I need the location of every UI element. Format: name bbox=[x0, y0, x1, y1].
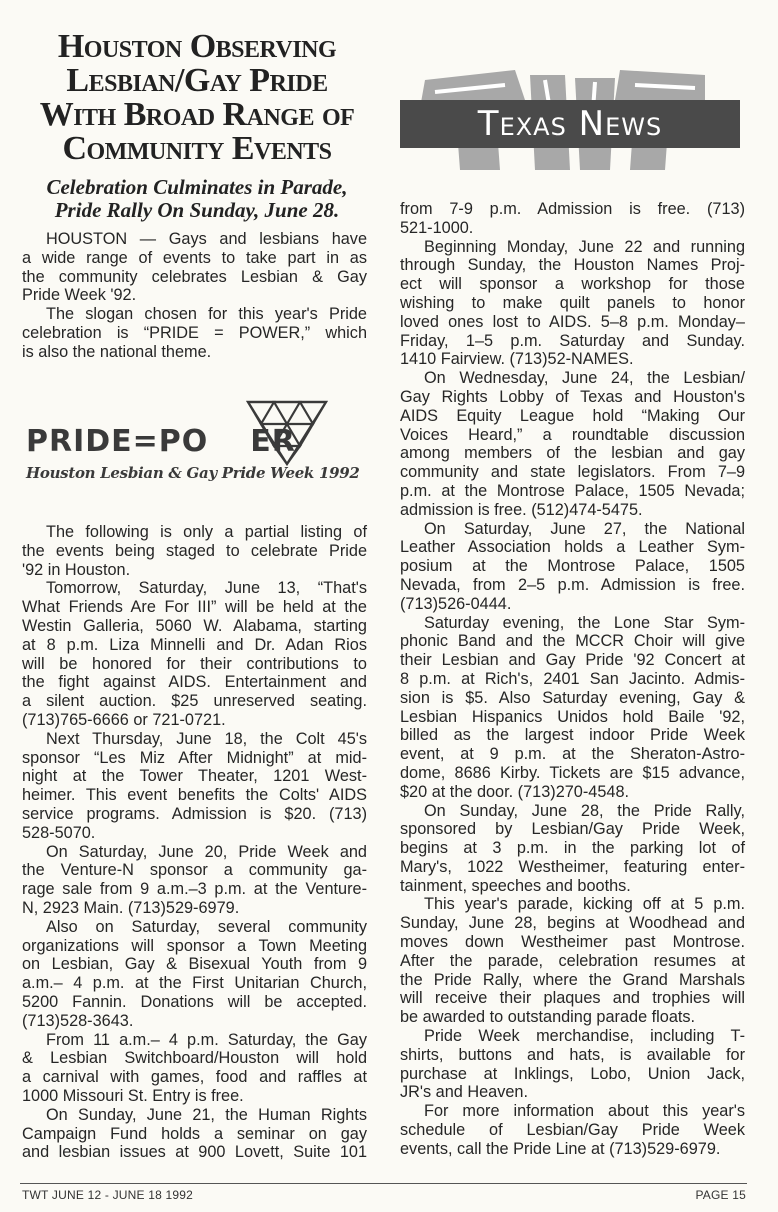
text-line: Mary's, 1022 Westheimer, featuring enter- bbox=[400, 857, 745, 876]
footer-issue-date: TWT JUNE 12 - JUNE 18 1992 bbox=[22, 1188, 194, 1202]
text-line: 1000 Missouri St. Entry is free. bbox=[22, 1086, 244, 1105]
text-line: AIDS Equity League hold “Making Our bbox=[400, 406, 745, 425]
text-line: dome, 8686 Kirby. Tickets are $15 advance, bbox=[400, 763, 745, 782]
text-line: billed as the largest indoor Pride Week bbox=[400, 726, 745, 745]
text-line: is also the national theme. bbox=[22, 342, 212, 361]
right-body-text bbox=[400, 200, 745, 1159]
headline bbox=[22, 30, 372, 166]
section-title: Texas News bbox=[477, 104, 663, 144]
text-line: Westin Galleria, 5060 W. Alabama, starting bbox=[22, 616, 367, 635]
text-line: From 11 a.m.– 4 p.m. Saturday, the Gay bbox=[46, 1030, 367, 1049]
subheadline-line: Celebration Culminates in Parade, bbox=[46, 175, 348, 199]
paragraph bbox=[22, 305, 367, 361]
text-line: On Saturday, June 20, Pride Week and bbox=[46, 842, 367, 861]
text-line: from 7-9 p.m. Admission is free. (713) bbox=[400, 200, 745, 218]
paragraph bbox=[400, 1027, 745, 1102]
text-line: Beginning Monday, June 22 and running bbox=[424, 237, 745, 256]
pride-power-wordmark: PRIDE=PO ER bbox=[26, 424, 296, 459]
text-line: After the parade, celebration resumes at bbox=[400, 951, 745, 970]
texas-news-banner bbox=[405, 30, 745, 180]
paragraph bbox=[22, 1031, 367, 1106]
subheadline-line: Pride Rally On Sunday, June 28. bbox=[54, 198, 340, 222]
text-line: Friday, 1–5 p.m. Saturday and Sunday. bbox=[400, 331, 745, 350]
text-line: community and state legislators. From 7–9 bbox=[400, 463, 745, 482]
text-line: events, call the Pride Line at (713)529-6979. bbox=[400, 1139, 721, 1158]
text-line: p.m. at the Montrose Palace, 1505 Nevada; bbox=[400, 481, 745, 500]
text-line: phonic Band and the MCCR Choir will give bbox=[400, 632, 745, 651]
paragraph bbox=[22, 843, 367, 918]
text-line: at 8 p.m. Liza Minnelli and Dr. Adan Rios bbox=[22, 635, 367, 654]
headline-line: Lesbian/Gay Pride bbox=[66, 62, 328, 99]
text-line: on Lesbian, Gay & Bisexual Youth from 9 bbox=[22, 955, 367, 974]
text-line: sponsor “Les Miz After Midnight” at mid- bbox=[22, 748, 367, 767]
text-line: rage sale from 9 a.m.–3 p.m. at the Venture- bbox=[22, 880, 367, 899]
paragraph bbox=[22, 918, 367, 1031]
text-line: On Sunday, June 21, the Human Rights bbox=[46, 1105, 367, 1124]
text-line: On Saturday, June 27, the National bbox=[424, 519, 745, 538]
text-line: 5200 Fannin. Donations will be accepted. bbox=[22, 992, 367, 1011]
text-line: Sunday, June 28, begins at Woodhead and bbox=[400, 914, 745, 933]
text-line: & Lesbian Switchboard/Houston will hold bbox=[22, 1049, 367, 1068]
text-line: the Venture-N sponsor a community ga- bbox=[22, 861, 367, 880]
text-line: organizations will sponsor a Town Meeting bbox=[22, 936, 367, 955]
text-line: a silent auction. $25 unreserved seating. bbox=[22, 692, 367, 711]
text-line: the community celebrates Lesbian & Gay bbox=[22, 267, 367, 286]
text-line: among members of the lesbian and gay bbox=[400, 444, 745, 463]
text-line: Next Thursday, June 18, the Colt 45's bbox=[46, 729, 367, 748]
text-line: purchase at Inklings, Lobo, Union Jack, bbox=[400, 1064, 745, 1083]
paragraph bbox=[22, 230, 367, 305]
text-line: 528-5070. bbox=[22, 823, 96, 842]
paragraph bbox=[400, 895, 745, 1027]
text-line: 1410 Fairview. (713)52-NAMES. bbox=[400, 350, 634, 369]
text-line: What Friends Are For III” will be held at the bbox=[22, 598, 367, 617]
text-line: and lesbian issues at 900 Lovett, Suite 101 bbox=[22, 1143, 367, 1162]
texas-news-label-bar bbox=[400, 100, 740, 148]
text-line: ect will sponsor a workshop for those bbox=[400, 275, 745, 294]
paragraph bbox=[400, 520, 745, 614]
text-line: The slogan chosen for this year's Pride bbox=[46, 305, 367, 324]
text-line: Nevada, from 2–5 p.m. Admission is free. bbox=[400, 575, 745, 594]
paragraph bbox=[22, 523, 367, 579]
text-line: service programs. Admission is $20. (713) bbox=[22, 804, 367, 823]
text-line: Pride Week '92. bbox=[22, 286, 137, 305]
text-line: posium at the Montrose Palace, 1505 bbox=[400, 557, 745, 576]
left-body-text bbox=[22, 523, 367, 1162]
text-line: 521-1000. bbox=[400, 218, 474, 237]
footer-divider bbox=[20, 1183, 747, 1184]
paragraph bbox=[22, 1106, 367, 1162]
text-line: 8 p.m. at Rich's, 2401 San Jacinto. Admis- bbox=[400, 669, 745, 688]
text-line: The following is only a partial listing of bbox=[46, 523, 367, 541]
text-line: Leather Association holds a Leather Sym- bbox=[400, 538, 745, 557]
text-line: Voices Heard,” a roundtable discussion bbox=[400, 425, 745, 444]
text-line: On Wednesday, June 24, the Lesbian/ bbox=[424, 369, 745, 388]
paragraph bbox=[22, 579, 367, 729]
text-line: Campaign Fund holds a seminar on gay bbox=[22, 1124, 367, 1143]
text-line: shirts, buttons and hats, is available for bbox=[400, 1045, 745, 1064]
paragraph bbox=[400, 200, 745, 238]
text-line: will be honored for their contributions to bbox=[22, 654, 367, 673]
text-line: a carnival with games, food and raffles at bbox=[22, 1068, 367, 1087]
text-line: the events being staged to celebrate Pride bbox=[22, 541, 367, 560]
subheadline bbox=[22, 176, 372, 222]
text-line: sponsored by Lesbian/Gay Pride Week, bbox=[400, 820, 745, 839]
text-line: (713)528-3643. bbox=[22, 1011, 134, 1030]
pride-power-logo bbox=[26, 394, 366, 494]
text-line: night at the Tower Theater, 1201 West- bbox=[22, 767, 367, 786]
text-line: (713)526-0444. bbox=[400, 594, 512, 613]
text-line: celebration is “PRIDE = POWER,” which bbox=[22, 323, 367, 342]
text-line: This year's parade, kicking off at 5 p.m. bbox=[424, 895, 745, 914]
text-line: (713)765-6666 or 721-0721. bbox=[22, 710, 226, 729]
text-line: Gay Rights Lobby of Texas and Houston's bbox=[400, 387, 745, 406]
text-line: be awarded to outstanding parade floats. bbox=[400, 1008, 696, 1027]
text-line: wishing to make quilt panels to honor bbox=[400, 293, 745, 312]
text-line: Saturday evening, the Lone Star Sym- bbox=[424, 613, 745, 632]
text-line: tainment, speeches and booths. bbox=[400, 876, 631, 895]
text-line: sion is $5. Also Saturday evening, Gay & bbox=[400, 688, 745, 707]
paragraph bbox=[400, 614, 745, 802]
footer-page-number: PAGE 15 bbox=[695, 1188, 746, 1202]
text-line: N, 2923 Main. (713)529-6979. bbox=[22, 898, 240, 917]
text-line: through Sunday, the Houston Names Proj- bbox=[400, 256, 745, 275]
paragraph bbox=[400, 802, 745, 896]
text-line: On Sunday, June 28, the Pride Rally, bbox=[424, 801, 745, 820]
paragraph bbox=[400, 369, 745, 519]
text-line: will receive their plaques and trophies will bbox=[400, 989, 745, 1008]
text-line: schedule of Lesbian/Gay Pride Week bbox=[400, 1121, 745, 1140]
text-line: For more information about this year's bbox=[424, 1102, 745, 1121]
paragraph bbox=[22, 730, 367, 843]
text-line: HOUSTON — Gays and lesbians have bbox=[46, 230, 367, 248]
headline-line: With Broad Range of bbox=[39, 96, 355, 133]
text-line: JR's and Heaven. bbox=[400, 1083, 529, 1102]
text-line: the fight against AIDS. Entertainment and bbox=[22, 673, 367, 692]
text-line: Also on Saturday, several community bbox=[46, 917, 367, 936]
headline-line: Houston Observing bbox=[57, 28, 337, 65]
text-line: event, at 9 p.m. at the Sheraton-Astro- bbox=[400, 745, 745, 764]
text-line: begins at 3 p.m. in the parking lot of bbox=[400, 839, 745, 858]
text-line: heimer. This event benefits the Colts' AIDS bbox=[22, 786, 367, 805]
left-intro-text bbox=[22, 230, 367, 362]
pride-week-tagline: Houston Lesbian & Gay Pride Week 1992 bbox=[26, 464, 360, 482]
text-line: $20 at the door. (713)270-4548. bbox=[400, 782, 630, 801]
text-line: '92 in Houston. bbox=[22, 560, 131, 579]
text-line: admission is free. (512)474-5475. bbox=[400, 500, 643, 519]
text-line: loved ones lost to AIDS. 5–8 p.m. Monday– bbox=[400, 312, 745, 331]
text-line: the Pride Rally, where the Grand Marshals bbox=[400, 970, 745, 989]
headline-line: Community Events bbox=[62, 130, 332, 167]
text-line: their Lesbian and Gay Pride '92 Concert at bbox=[400, 651, 745, 670]
text-line: Tomorrow, Saturday, June 13, “That's bbox=[46, 579, 367, 598]
paragraph bbox=[400, 1102, 745, 1158]
paragraph bbox=[400, 238, 745, 370]
text-line: Pride Week merchandise, including T- bbox=[424, 1027, 745, 1046]
text-line: Lesbian Hispanics Unidos hold Baile '92, bbox=[400, 707, 745, 726]
text-line: a wide range of events to take part in as bbox=[22, 248, 367, 267]
text-line: moves down Westheimer past Montrose. bbox=[400, 933, 745, 952]
text-line: a.m.– 4 p.m. at the First Unitarian Church, bbox=[22, 974, 367, 993]
